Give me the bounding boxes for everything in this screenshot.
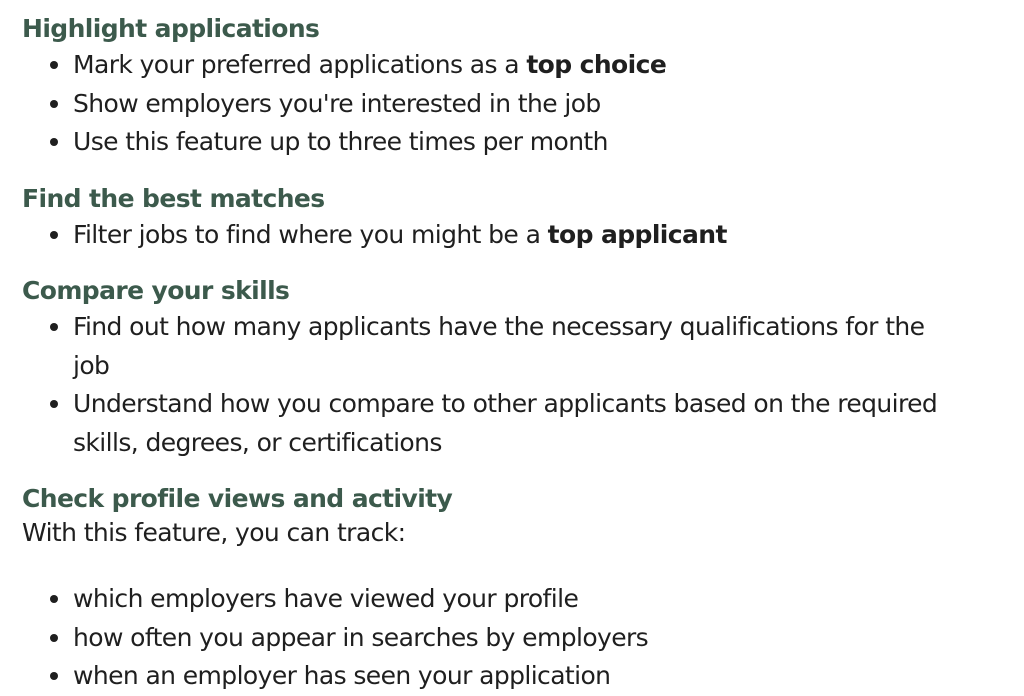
- list-item: [73, 580, 953, 619]
- list-item-bold-text: top applicant: [547, 219, 727, 249]
- list-item: [73, 657, 953, 696]
- section-heading: Find the best matches: [22, 183, 325, 213]
- list-item-text: how often you appear in searches by employers: [73, 622, 649, 652]
- bullet-list: [22, 216, 1024, 255]
- section-profile-views-activity: [22, 482, 1024, 696]
- list-item-bold-text: top choice: [526, 50, 667, 79]
- list-item: [73, 46, 953, 85]
- bullet-list: [22, 46, 1024, 162]
- list-item-text: Mark your preferred applications as a: [73, 50, 527, 79]
- bullet-list: [22, 308, 1024, 462]
- list-item: [73, 385, 953, 462]
- section-heading: Highlight applications: [22, 14, 320, 43]
- section-intro-text: With this feature, you can track:: [22, 518, 406, 547]
- list-item-text: which employers have viewed your profile: [73, 584, 579, 613]
- list-item: [73, 123, 953, 162]
- list-item-text: Use this feature up to three times per month: [73, 127, 608, 156]
- section-compare-skills: [22, 274, 1024, 462]
- list-item-text: when an employer has seen your application: [73, 661, 611, 690]
- list-item: [73, 619, 953, 658]
- section-heading: Check profile views and activity: [22, 484, 453, 513]
- list-item-text: Show employers you're interested in the job: [73, 88, 601, 118]
- list-item: [73, 308, 953, 385]
- list-item-text: Understand how you compare to other applicants based on the required skills, degrees, or certifications: [73, 389, 938, 457]
- section-heading: Compare your skills: [22, 276, 290, 305]
- bullet-list: [22, 580, 1024, 696]
- list-item-text: Filter jobs to find where you might be a: [73, 219, 548, 249]
- list-item: [73, 85, 953, 124]
- list-item: [73, 216, 953, 255]
- section-find-best-matches: [22, 182, 1024, 255]
- list-item-text: Find out how many applicants have the necessary qualifications for the job: [73, 312, 925, 380]
- section-highlight-applications: [22, 12, 1024, 162]
